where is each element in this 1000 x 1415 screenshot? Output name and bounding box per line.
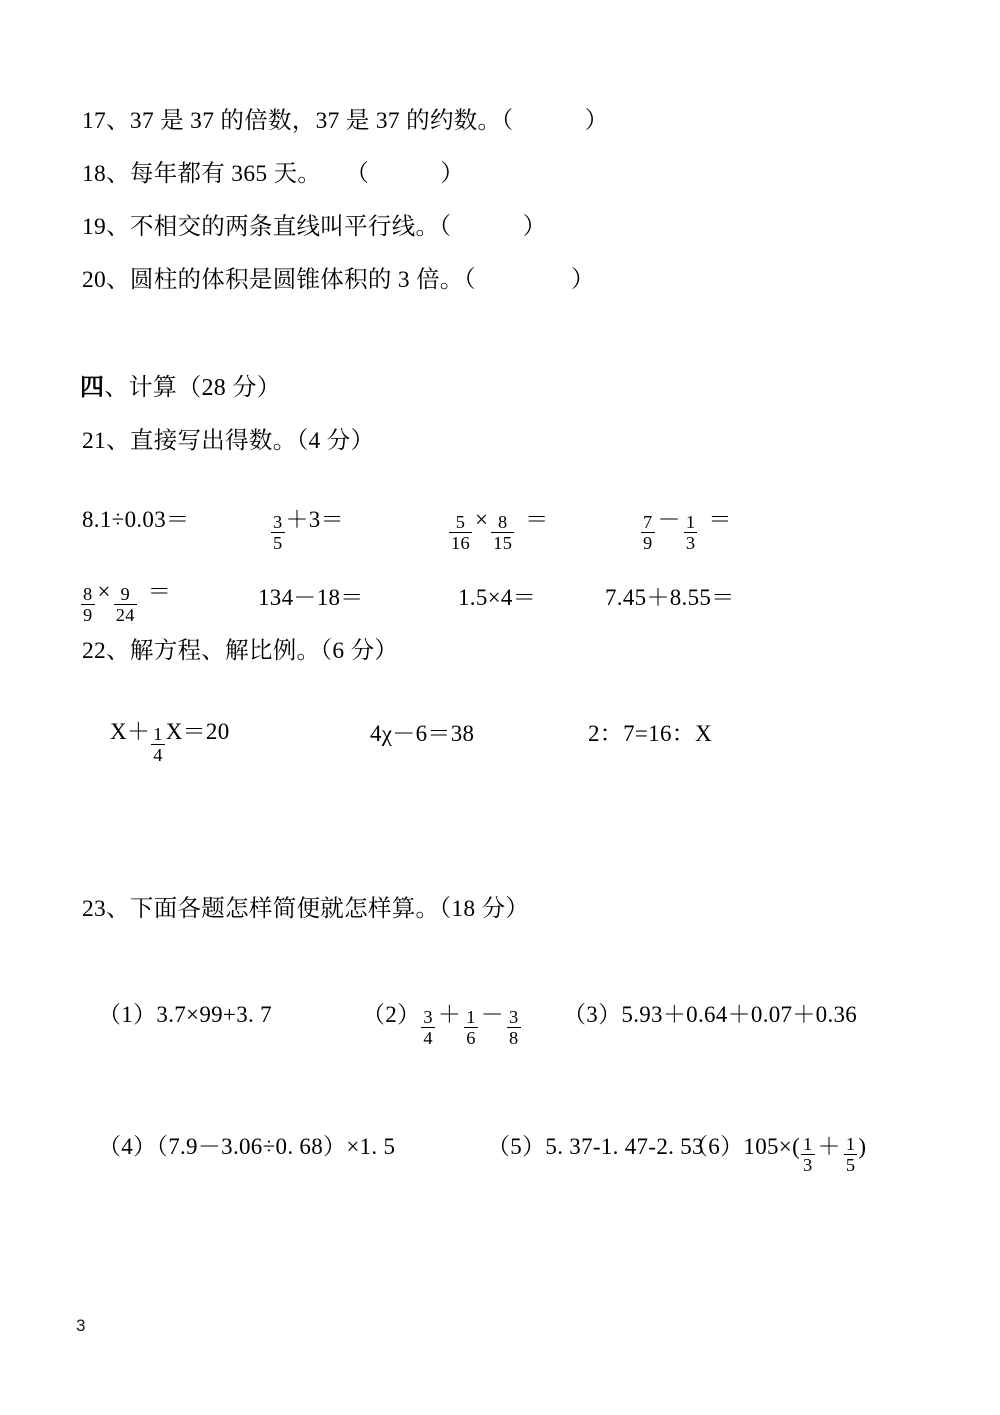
q21-expr-3	[448, 508, 549, 553]
q22-eq1-lead: X＋	[110, 719, 151, 744]
q23-part-6-operator: ＋	[817, 1134, 841, 1160]
item-18-text: 每年都有 365 天。 （ ）	[129, 161, 465, 187]
section-numeral: 四	[80, 375, 105, 401]
fraction-1-5: $\frac{1}{5}$	[845, 1134, 856, 1176]
item-19-text: 不相交的两条直线叫平行线。（ ）	[129, 214, 547, 240]
item-20-number: 20、	[82, 267, 130, 293]
q23-part-2-label: （2）	[362, 1002, 421, 1027]
q21-expr-7: 1.5×4＝	[458, 585, 537, 610]
true-false-item-20	[82, 269, 595, 293]
q21-expr-3-tail: ＝	[525, 507, 549, 532]
fraction-8-9: $\frac{8}{9}$	[83, 583, 93, 626]
q22-eq1-tail: X＝20	[165, 719, 230, 744]
q21-expr-1: 8.1÷0.03＝	[82, 507, 190, 532]
q23-part-4: （4）（7.9－3.06÷0. 68）×1. 5	[98, 1134, 396, 1159]
q21-expr-3-operator: ×	[475, 507, 489, 532]
q21-expr-6: 134－18＝	[258, 585, 364, 610]
q23-part-6	[685, 1135, 866, 1175]
q23-part-2-operator-2: －	[480, 1002, 505, 1027]
q22-equation-2: 4χ－6＝38	[370, 721, 475, 746]
q21-expr-4	[640, 508, 732, 553]
q21-expr-2	[270, 508, 344, 553]
fraction-5-16: $\frac{5}{16}$	[451, 511, 470, 554]
item-18-number: 18、	[82, 161, 130, 187]
fraction-1-6: $\frac{1}{6}$	[466, 1006, 476, 1049]
fraction-1-4: $\frac{1}{4}$	[153, 723, 163, 766]
fraction-9-24: $\frac{9}{24}$	[115, 583, 135, 626]
question-23-heading: 23、下面各题怎样简便就怎样算。（18 分）	[82, 896, 530, 922]
q21-expr-4-operator: －	[657, 507, 681, 532]
true-false-item-19	[82, 216, 547, 240]
q22-equation-3: 2：7=16：X	[588, 721, 712, 746]
q22-equation-1	[110, 720, 230, 765]
question-21-heading: 21、直接写出得数。（4 分）	[82, 428, 375, 454]
item-19-number: 19、	[82, 214, 130, 240]
section-heading-four	[80, 376, 281, 400]
q21-expr-5	[80, 580, 171, 625]
q21-expr-5-operator: ×	[97, 579, 111, 604]
q21-expr-4-tail: ＝	[708, 507, 732, 532]
true-false-item-18	[82, 163, 464, 187]
true-false-item-17	[82, 110, 609, 134]
section-title: 、计算（28 分）	[104, 375, 282, 401]
page-number: 3	[76, 1316, 86, 1335]
item-20-text: 圆柱的体积是圆锥体积的 3 倍。（ ）	[129, 267, 595, 293]
fraction-8-15: $\frac{8}{15}$	[493, 511, 513, 554]
q23-part-6-tail: )	[858, 1134, 867, 1160]
q21-expr-8: 7.45＋8.55＝	[605, 585, 735, 610]
fraction-1-3-b: $\frac{1}{3}$	[803, 1134, 813, 1176]
item-17-text: 37 是 37 的倍数，37 是 37 的约数。（ ）	[129, 108, 609, 134]
q23-part-1: （1）3.7×99+3. 7	[98, 1002, 272, 1027]
fraction-3-5: $\frac{3}{5}$	[273, 511, 283, 554]
q23-part-5: （5）5. 37-1. 47-2. 53	[487, 1134, 704, 1159]
fraction-3-4: $\frac{3}{4}$	[423, 1006, 433, 1049]
question-22-heading: 22、解方程、解比例。（6 分）	[82, 638, 399, 664]
q23-part-3: （3）5.93＋0.64＋0.07＋0.36	[563, 1002, 858, 1027]
q23-part-2-operator-1: ＋	[437, 1002, 462, 1027]
q23-part-2	[362, 1003, 522, 1048]
q21-expr-5-tail: ＝	[147, 579, 172, 604]
fraction-3-8: $\frac{3}{8}$	[509, 1006, 519, 1049]
q23-part-6-label: （6）105×(	[685, 1134, 801, 1160]
fraction-7-9: $\frac{7}{9}$	[643, 511, 653, 554]
item-17-number: 17、	[82, 108, 130, 134]
q21-expr-2-tail: ＋3＝	[285, 507, 344, 532]
fraction-1-3: $\frac{1}{3}$	[685, 511, 696, 554]
